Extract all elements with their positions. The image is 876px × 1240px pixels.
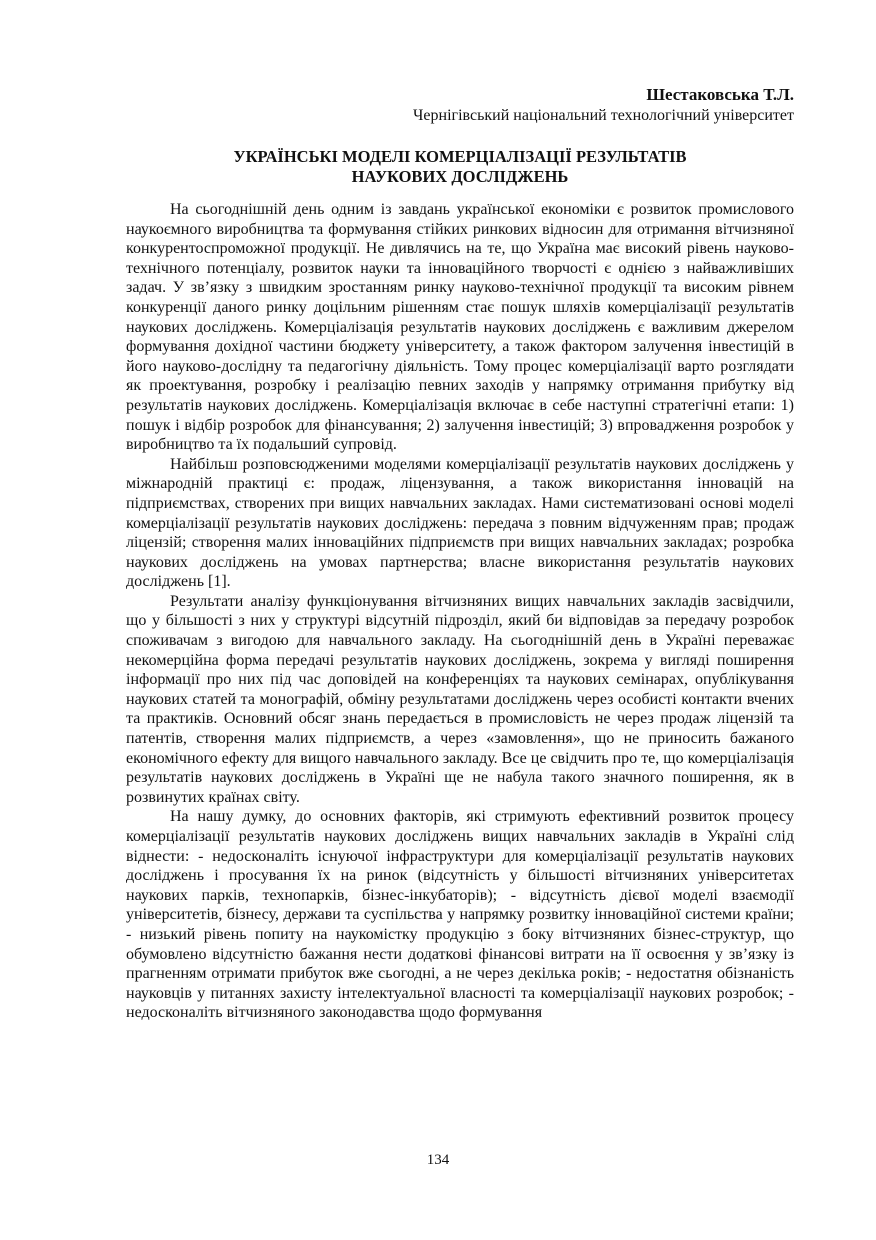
paragraph-4: На нашу думку, до основних факторів, які стримують ефективний розвиток процесу комерціалізації результатів наукових досліджень вищих навчальних закладів в Україні слід віднести: - недосконаліть існуючої інфраструктури для комерціалізації результатів наукових досліджень і просування їх на ринок (відсутність у більшості вітчизняних університетах наукових парків, технопарків, бізнес-інкубаторів); - відсутність дієвої моделі взаємодії університетів, бізнесу, держави та суспільства у напрямку розвитку інноваційної системи країни; - низький рівень попиту на наукомістку продукцію з боку вітчизняних бізнес-структур, що обумовлено відсутністю бажання нести додаткові фінансові витрати на її освоєння у зв’язку із прагненням отримати прибуток вже сьогодні, а не через декілька років; - недостатня обізнаність науковців у питаннях захисту інтелектуальної власності та комерціалізації наукових розробок; - недосконаліть вітчизняного законодавства щодо формування bbox=[126, 808, 794, 1022]
paragraph-2: Найбільш розповсюдженими моделями комерціалізації результатів наукових досліджень у міжнародній практиці є: продаж, ліцензування, а також використання інновацій на підприємствах, створених при вищих навчальних закладах. Нами систематизовані основі моделі комерціалізації результатів наукових досліджень: передача з повним відчуженням прав; продаж ліцензій; створення малих інноваційних підприємств при вищих навчальних закладах; розробка наукових досліджень на умовах партнерства; власне використання результатів наукових досліджень [1]. bbox=[126, 455, 794, 591]
author-name: Шестаковська Т.Л. bbox=[646, 85, 794, 104]
paragraph-1: На сьогоднішній день одним із завдань української економіки є розвиток промислового наукоємного виробництва та формування стійких ринкових відносин для отримання вітчизняної конкурентоспроможної продукції. Не дивлячись на те, що Україна має високий рівень науково-технічного потенціалу, розвиток науки та інноваційного творчості є однією з найважливіших задач. У зв’язку з швидким зростанням ринку науково-технічної продукції та високим рівнем конкуренції даного ринку доцільним рішенням стає пошук шляхів комерціалізації результатів наукових досліджень. Комерціалізація результатів наукових досліджень є важливим джерелом формування дохідної частини бюджету університету, а також фактором залучення інвестицій в його науково-дослідну та педагогічну діяльність. Тому процес комерціалізації варто розглядати як проектування, розробку і реалізацію певних заходів у напрямку отримання прибутку від результатів наукових досліджень. Комерціалізація включає в себе наступні стратегічні етапи: 1) пошук і відбір розробок для фінансування; 2) залучення інвестицій; 3) впровадження розробок у виробництво та їх подальший супровід. bbox=[126, 201, 794, 454]
paper-title-line-2: НАУКОВИХ ДОСЛІДЖЕНЬ bbox=[351, 167, 569, 186]
author-affiliation: Чернігівський національний технологічний університет bbox=[413, 107, 794, 124]
paragraph-3: Результати аналізу функціонування вітчизняних вищих навчальних закладів засвідчили, що у більшості з них у структурі відсутній підрозділ, який би відповідав за передачу розробок споживачам з вигодою для навчального закладу. На сьогоднішній день в Україні переважає некомерційна форма передачі результатів наукових досліджень, зокрема у вигляді поширення інформації про них під час доповідей на конференціях та наукових семінарах, опублікування наукових статей та монографій, обміну результатами досліджень через особисті контакти вчених та практиків. Основний обсяг знань передається в промисловість не через продаж ліцензій та патентів, створення малих підприємств, а через «замовлення», що не приносить бажаного економічного ефекту для вищого навчального закладу. Все це свідчить про те, що комерціалізація результатів наукових досліджень в Україні ще не набула такого значного поширення, як в розвинутих країнах світу. bbox=[126, 592, 794, 806]
page-number: 134 bbox=[426, 1152, 450, 1168]
page-content bbox=[126, 84, 794, 1023]
paper-title bbox=[126, 147, 794, 187]
paper-title-line-1: УКРАЇНСЬКІ МОДЕЛІ КОМЕРЦІАЛІЗАЦІЇ РЕЗУЛЬТАТІВ bbox=[233, 147, 687, 166]
paper-body bbox=[126, 200, 794, 1023]
